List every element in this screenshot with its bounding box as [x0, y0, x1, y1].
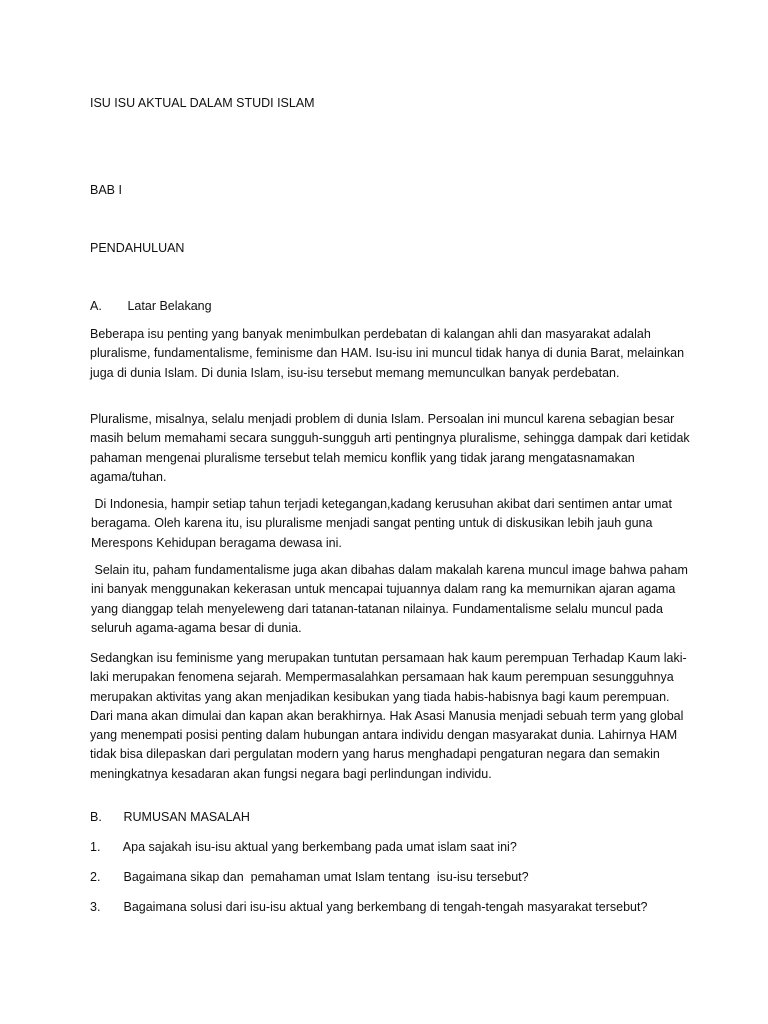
list-item-number: 1.	[90, 840, 101, 854]
list-item	[90, 868, 529, 888]
section-b-marker: B.	[90, 810, 102, 824]
paragraph-5: Sedangkan isu feminisme yang merupakan tuntutan persamaan hak kaum perempuan Terhadap Kaum laki-laki merupakan fenomena sejarah. Mempermasalahkan persamaan hak kaum perempuan sesungguhnya merupakan aktivitas yang akan menjadikan kesibukan yang tiada habis-habisnya bagi kaum perempuan. Dari mana akan dimulai dan kapan akan berakhirnya. Hak Asasi Manusia menjadi sebuah term yang global yang menempati posisi penting dalam hubungan antara individu dengan masyarakat dunia. Lahirnya HAM tidak bisa dilepaskan dari pergulatan modern yang harus menghadapi pengaturan negara dan semakin meningkatnya kesadaran akan fungsi negara bagi perlindungan individu.	[90, 651, 687, 781]
section-a-heading-row	[90, 297, 212, 317]
section-b-heading: RUMUSAN MASALAH	[123, 810, 250, 824]
paragraph-4: Selain itu, paham fundamentalisme juga akan dibahas dalam makalah karena muncul image bahwa paham ini banyak menggunakan kekerasan untuk mencapai tujuannya dalam rang ka memurnikan ajaran agama yang dianggap telah menyeleweng dari tatanan-tatanan nilainya. Fundamentalisme selalu muncul pada seluruh agama-agama besar di dunia.	[91, 563, 692, 635]
chapter-title: PENDAHULUAN	[90, 241, 185, 255]
section-a-heading: Latar Belakang	[127, 299, 212, 313]
list-item-number: 3.	[90, 900, 101, 914]
paragraph-1: Beberapa isu penting yang banyak menimbulkan perdebatan di kalangan ahli dan masyarakat adalah pluralisme, fundamentalisme, feminisme dan HAM. Isu-isu ini muncul tidak hanya di dunia Barat, melainkan juga di dunia Islam. Di dunia Islam, isu-isu tersebut memang memunculkan banyak perdebatan.	[90, 327, 685, 380]
list-item-text: Bagaimana solusi dari isu-isu aktual yang berkembang di tengah-tengah masyarakat tersebut?	[123, 900, 648, 914]
section-b-heading-row	[90, 808, 250, 828]
paragraph-3: Di Indonesia, hampir setiap tahun terjadi ketegangan,kadang kerusuhan akibat dari sentimen antar umat beragama. Oleh karena itu, isu pluralisme menjadi sangat penting untuk di diskusikan lebih jauh guna Merespons Kehidupan beragama dewasa ini.	[91, 497, 676, 550]
paragraph-2: Pluralisme, misalnya, selalu menjadi problem di dunia Islam. Persoalan ini muncul karena sebagian besar masih belum memahami secara sungguh-sungguh arti pentingnya pluralisme, sehingga dampak dari ketidak pahaman mengenai pluralisme tersebut telah memicu konflik yang tidak jarang mengatasnamakan agama/tuhan.	[90, 412, 690, 484]
section-a-marker: A.	[90, 299, 102, 313]
chapter-label: BAB I	[90, 183, 122, 197]
list-item	[90, 898, 647, 918]
list-item	[90, 838, 517, 858]
list-item-text: Apa sajakah isu-isu aktual yang berkembang pada umat islam saat ini?	[122, 840, 517, 854]
list-item-text: Bagaimana sikap dan pemahaman umat Islam tentang isu-isu tersebut?	[123, 870, 529, 884]
document-title: ISU ISU AKTUAL DALAM STUDI ISLAM	[90, 96, 315, 110]
list-item-number: 2.	[90, 870, 101, 884]
